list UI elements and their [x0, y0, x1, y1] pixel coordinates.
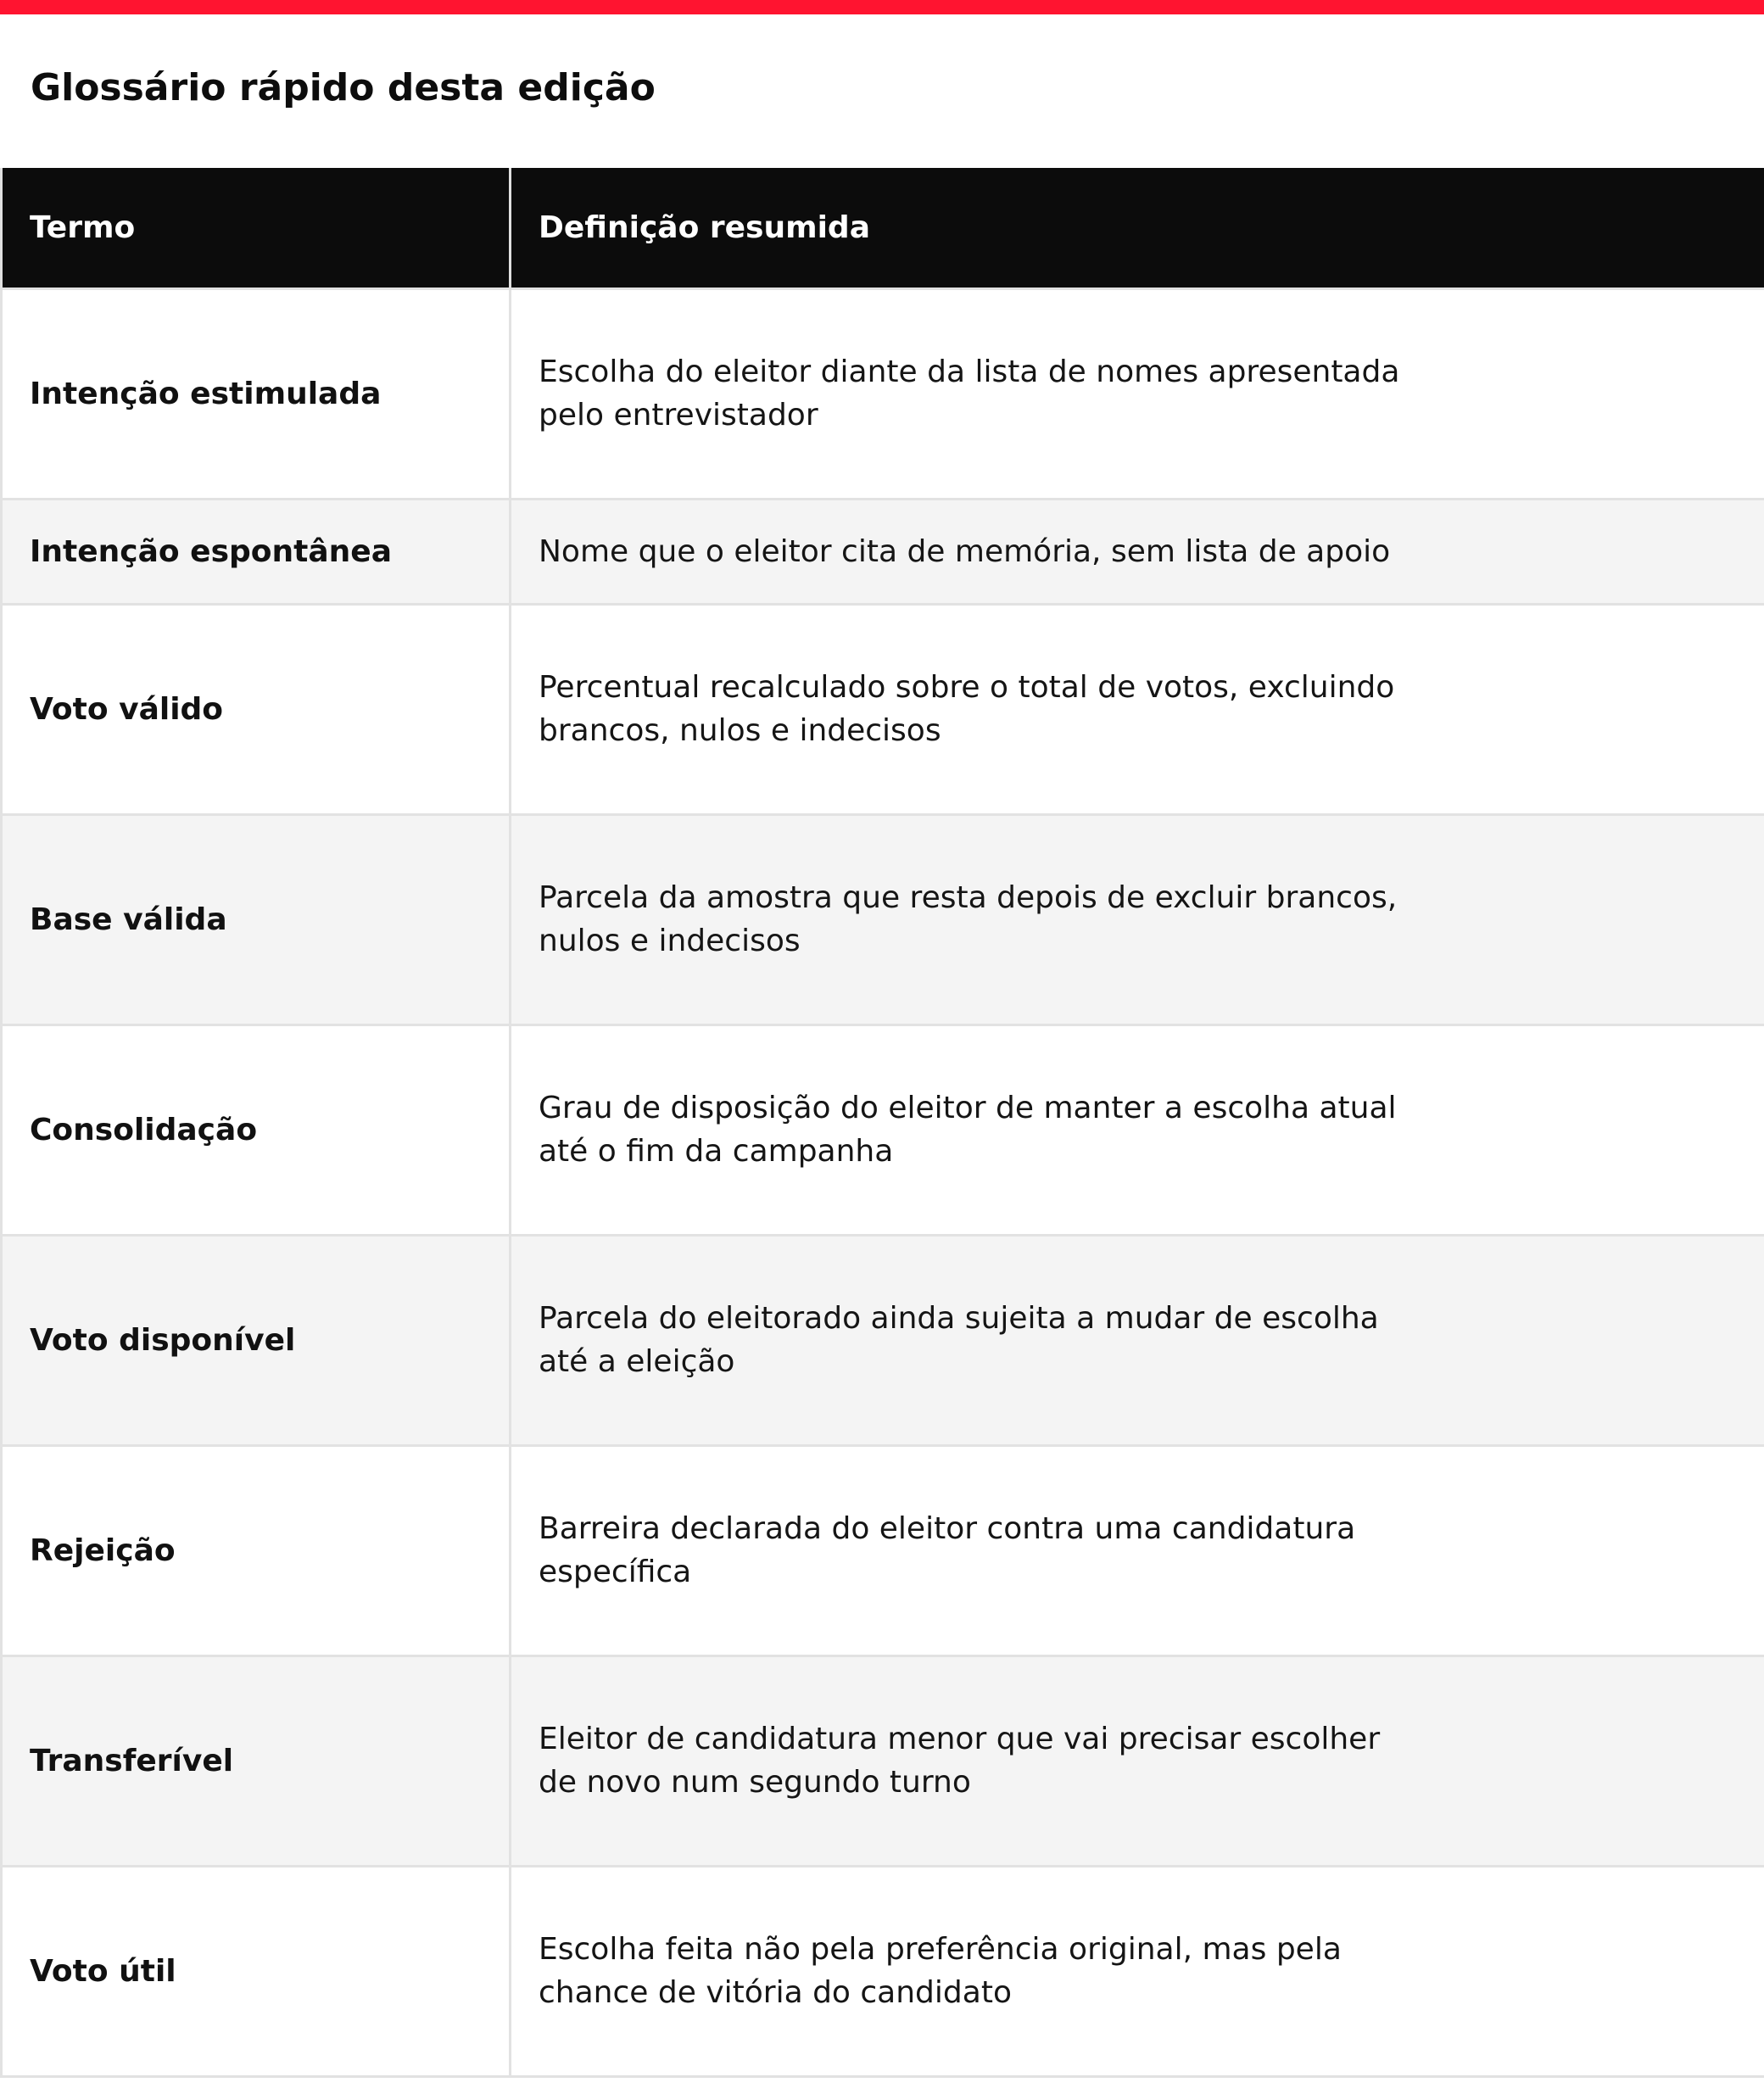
term-cell: Transferível	[2, 1655, 511, 1866]
definition-cell	[511, 288, 1764, 499]
definition-text: Parcela do eleitorado ainda sujeita a mudar de escolha até a eleição	[539, 1301, 1379, 1379]
table-body	[2, 288, 1764, 2076]
term-cell: Intenção espontânea	[2, 499, 511, 604]
definition-cell	[511, 1866, 1764, 2076]
table-row	[2, 1445, 1764, 1655]
definition-cell	[511, 1235, 1764, 1445]
definition-text: Eleitor de candidatura menor que vai precisar escolher de novo num segundo turno	[539, 1722, 1381, 1800]
definition-cell	[511, 1445, 1764, 1655]
table-row	[2, 288, 1764, 499]
table-row	[2, 1024, 1764, 1235]
table-row	[2, 1235, 1764, 1445]
table-row	[2, 499, 1764, 604]
definition-text: Grau de disposição do eleitor de manter a escolha atual até o fim da campanha	[539, 1091, 1397, 1169]
term-cell: Rejeição	[2, 1445, 511, 1655]
table-row	[2, 1655, 1764, 1866]
page-title: Glossário rápido desta edição	[31, 66, 656, 109]
table-row	[2, 814, 1764, 1024]
header-row	[2, 168, 1764, 288]
term-cell: Voto disponível	[2, 1235, 511, 1445]
definition-text: Barreira declarada do eleitor contra uma candidatura específica	[539, 1511, 1356, 1589]
table-header	[2, 168, 1764, 288]
definition-text: Escolha do eleitor diante da lista de nomes apresentada pelo entrevistador	[539, 355, 1400, 433]
definition-cell	[511, 604, 1764, 814]
glossary-table	[0, 168, 1764, 2078]
definition-cell	[511, 814, 1764, 1024]
term-cell: Voto válido	[2, 604, 511, 814]
definition-text: Parcela da amostra que resta depois de excluir brancos, nulos e indecisos	[539, 880, 1398, 958]
column-header-definition: Definição resumida	[511, 168, 1764, 288]
definition-text: Percentual recalculado sobre o total de votos, excluindo brancos, nulos e indecisos	[539, 670, 1395, 748]
term-cell: Intenção estimulada	[2, 288, 511, 499]
table-row	[2, 1866, 1764, 2076]
term-cell: Voto útil	[2, 1866, 511, 2076]
definition-text: Escolha feita não pela preferência original, mas pela chance de vitória do candidato	[539, 1932, 1342, 2010]
definition-cell	[511, 1655, 1764, 1866]
definition-cell	[511, 1024, 1764, 1235]
term-cell: Base válida	[2, 814, 511, 1024]
column-header-term: Termo	[2, 168, 511, 288]
definition-cell	[511, 499, 1764, 604]
term-cell: Consolidação	[2, 1024, 511, 1235]
top-accent-bar	[0, 0, 1764, 14]
table-row	[2, 604, 1764, 814]
definition-text: Nome que o eleitor cita de memória, sem lista de apoio	[539, 533, 1391, 569]
